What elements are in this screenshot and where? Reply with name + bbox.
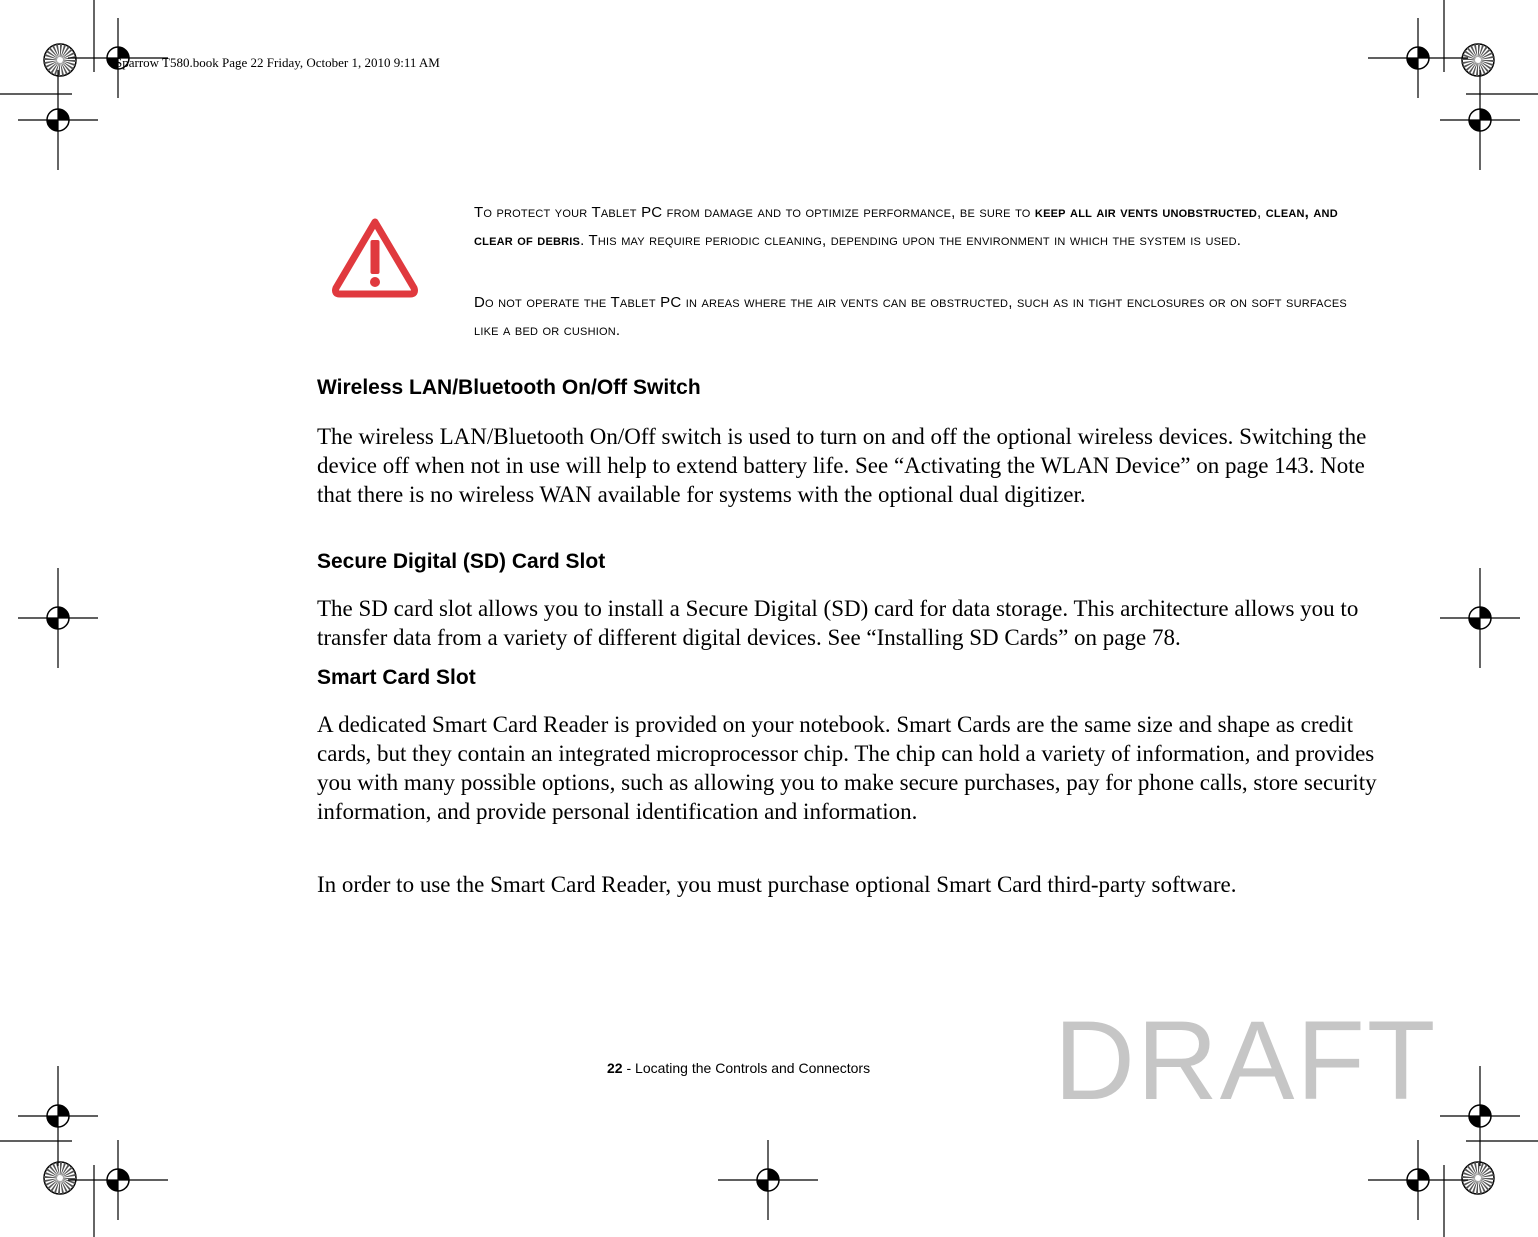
paragraph-smart-card: A dedicated Smart Card Reader is provided on your notebook. Smart Cards are the same size and shape as credit cards, but they contain an integrated microprocessor chip. The chip can hold a variety of information, and provides you with many possible options, such as allowing you to make secure purchases, pay for phone calls, store security information, and provide personal identification and information. [317, 712, 1377, 824]
warning-note-placement: Do not operate the Tablet PC in areas where the air vents can be obstructed, such as in tight enclosures or on soft surfaces like a bed or cushion. [474, 294, 1347, 339]
footer-separator: - [622, 1060, 636, 1076]
section-heading-smart-card: Smart Card Slot [317, 666, 476, 689]
note-text: To protect your Tablet PC from damage and to optimize performance, be sure to [474, 204, 1035, 221]
page-number: 22 [607, 1060, 623, 1076]
starburst-center [57, 57, 63, 63]
section-heading-sd-card: Secure Digital (SD) Card Slot [317, 550, 606, 573]
starburst-center [1475, 1175, 1481, 1181]
draft-watermark: DRAFT [1054, 998, 1438, 1123]
paragraph-wireless: The wireless LAN/Bluetooth On/Off switch is used to turn on and off the optional wireless devices. Switching the device off when not in use will help to extend battery life. See “Activating the WLAN Device” on page 143. Note that there is no wireless WAN available for systems with the optional dual digitizer. [317, 424, 1367, 507]
note-text: , [1257, 204, 1266, 221]
section-heading-wireless: Wireless LAN/Bluetooth On/Off Switch [317, 376, 701, 399]
starburst-center [57, 1175, 63, 1181]
warning-note-vents [474, 199, 1364, 255]
note-text: . This may require periodic cleaning, depending upon the environment in which the system is used. [580, 232, 1242, 249]
page-footer [607, 1060, 870, 1076]
starburst-center [1475, 57, 1481, 63]
note-emphasis: clean, and clear of debris [474, 204, 1338, 249]
chapter-title: Locating the Controls and Connectors [635, 1060, 871, 1076]
note-emphasis: keep all air vents unobstructed [1034, 204, 1258, 221]
warning-triangle-icon [330, 214, 420, 298]
paragraph-sd-card: The SD card slot allows you to install a Secure Digital (SD) card for data storage. This architecture allows you to transfer data from a variety of different digital devices. See “Installing SD Cards” on page 78. [317, 596, 1359, 650]
slug-line: Sparrow T580.book Page 22 Friday, October 1, 2010 9:11 AM [115, 55, 440, 70]
paragraph-smart-card-software: In order to use the Smart Card Reader, you must purchase optional Smart Card third-party software. [317, 872, 1237, 897]
